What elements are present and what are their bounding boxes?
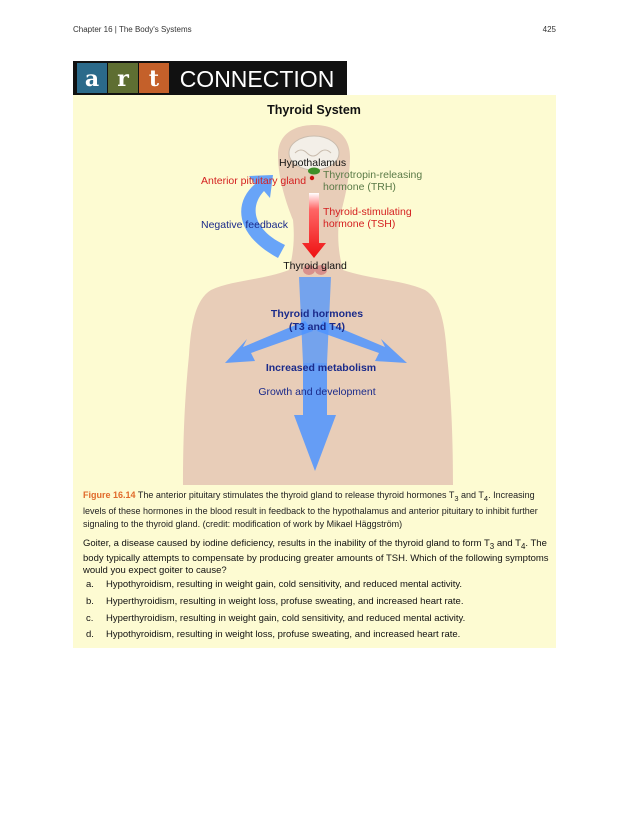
caption-text-2: and T: [458, 490, 484, 500]
label-trh-line1: Thyrotropin-releasing: [323, 169, 423, 181]
hormone-stem: [299, 277, 331, 363]
label-increased-metabolism: Increased metabolism: [265, 362, 377, 374]
option-letter: b.: [86, 595, 94, 607]
option-text: Hyperthyroidism, resulting in weight loss, profuse sweating, and increased heart rate.: [106, 595, 464, 607]
label-trh-line2: hormone (TRH): [323, 181, 396, 193]
banner-letter-a: a: [84, 66, 100, 92]
option-text: Hyperthyroidism, resulting in weight gain, cold sensitivity, and reduced mental activity.: [106, 612, 466, 624]
caption-sub-1: 3: [454, 493, 459, 503]
question-text-1: Goiter, a disease caused by iodine deficiency, results in the inability of the thyroid gland to form T: [83, 538, 490, 549]
question-sub-1: 3: [489, 541, 495, 551]
chapter-heading: Chapter 16 | The Body's Systems: [73, 25, 192, 34]
banner-letter-r: r: [117, 66, 129, 92]
caption-text-3: . Increasing levels of these hormones in the blood result in feedback to the hypothalamus and anterior pituitary to inhibit further signaling to the thyroid gland. (credit: modification of work by Mikael Häggström): [83, 490, 538, 529]
question-sub-2: 4: [520, 541, 526, 551]
anterior-pituitary-marker: [310, 176, 314, 180]
page-number: 425: [542, 25, 556, 34]
label-tsh-line1: Thyroid-stimulating: [323, 206, 412, 218]
label-anterior-pituitary: Anterior pituitary gland: [201, 175, 307, 187]
label-negative-feedback: Negative feedback: [201, 219, 288, 231]
question-text-2: and T: [494, 538, 521, 549]
option-d: [83, 629, 549, 646]
option-letter: d.: [86, 629, 94, 641]
label-thyroid-hormones: Thyroid hormones: [270, 308, 364, 320]
label-tsh-line2: hormone (TSH): [323, 218, 396, 230]
figure-label: Figure 16.14: [83, 490, 136, 500]
caption-sub-2: 4: [483, 493, 489, 503]
diagram-title: Thyroid System: [267, 103, 361, 117]
option-letter: a.: [86, 579, 94, 590]
art-connection-panel: [73, 95, 556, 648]
label-t3-t4: (T3 and T4): [288, 321, 346, 333]
option-letter: c.: [86, 612, 94, 624]
figure-caption: [83, 489, 549, 530]
question-text-3: . The body typically attempts to compensate by producing greater amounts of TSH. Which of the following symptoms would you expect goiter to cause?: [83, 538, 549, 576]
art-connection-banner: [73, 61, 347, 95]
banner-word: CONNECTION: [179, 66, 335, 92]
option-a: [83, 579, 549, 596]
label-growth-development: Growth and development: [258, 386, 376, 398]
question-text: [83, 538, 549, 577]
option-b: [83, 596, 549, 613]
negative-feedback-arrow: [241, 175, 285, 258]
option-text: Hypothyroidism, resulting in weight loss, profuse sweating, and increased heart rate.: [106, 629, 461, 641]
option-c: [83, 613, 549, 630]
label-hypothalamus: Hypothalamus: [279, 157, 347, 169]
option-text: Hypothyroidism, resulting in weight gain, cold sensitivity, and reduced mental activity.: [106, 579, 463, 590]
banner-letter-t: t: [148, 66, 160, 92]
caption-text-1: The anterior pituitary stimulates the thyroid gland to release thyroid hormones T: [135, 490, 455, 500]
thyroid-system-diagram: [73, 95, 556, 485]
answer-options: [83, 579, 549, 646]
label-thyroid-gland: Thyroid gland: [283, 260, 347, 272]
